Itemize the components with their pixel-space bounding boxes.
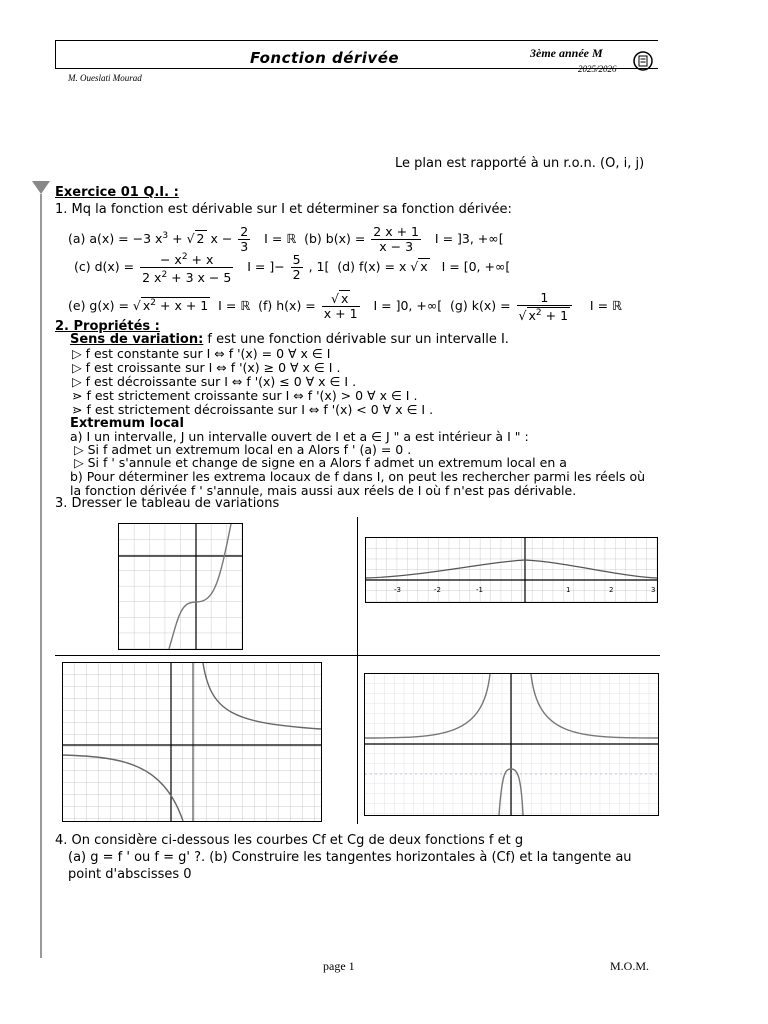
prop-croissante: ▷ f est croissante sur I ⇔ f '(x) ≥ 0 ∀ x ∈ I . <box>72 360 341 375</box>
extremum-title: Extremum local <box>70 416 184 431</box>
prop-strict-decroissante: ⋗ f est strictement décroissante sur I ⇔ f '(x) < 0 ∀ x ∈ I . <box>72 402 434 417</box>
graph-divider-horizontal <box>55 655 660 656</box>
question-4-line-3: point d'abscisses 0 <box>68 867 192 882</box>
prop-constante: ▷ f est constante sur I ⇔ f '(x) = 0 ∀ x ∈ I <box>72 346 331 361</box>
question-1: 1. Mq la fonction est dérivable sur I et déterminer sa fonction dérivée: <box>55 202 512 217</box>
extremum-b1: b) Pour déterminer les extrema locaux de f dans I, on peut les rechercher parmi les réels où <box>70 469 646 484</box>
svg-text:-3: -3 <box>394 586 401 594</box>
formula-row-3: (e) g(x) = √ $x^2 + x + 1$ I = ℝ (f) h(x) = $\frac{√ x}{x + 1}$ I = ]0, +∞[ (g) k(x) = $\frac{1}{√ x^2 + 1}$ I = ℝ <box>68 289 622 323</box>
exercise-title: Exercice 01 Q.I. : <box>55 185 179 200</box>
question-4-line-1: 4. On considère ci-dessous les courbes Cf et Cg de deux fonctions f et g <box>55 833 524 848</box>
extremum-1: ▷ Si f admet un extremum local en a Alors f ' (a) = 0 . <box>74 442 412 457</box>
margin-rule <box>40 194 42 958</box>
prop-strict-croissante: ⋗ f est strictement croissante sur I ⇔ f '(x) > 0 ∀ x ∈ I . <box>72 388 418 403</box>
graph-bell <box>365 537 658 603</box>
page-number: page 1 <box>323 959 355 973</box>
svg-text:-1: -1 <box>476 586 483 594</box>
extremum-2: ▷ Si f ' s'annule et change de signe en a Alors f admet un extremum local en a <box>74 455 567 470</box>
formula-row-2: (c) d(x) = $\frac{- x^2 + x}{2 x^2 + 3 x - 5}$ I = ]− $\frac{5}{2}$ , 1[ (d) f(x) = x √ x I = [0, +∞[ <box>74 252 511 286</box>
svg-text:2: 2 <box>609 586 614 594</box>
graph-hyperbola <box>62 662 322 822</box>
sens-variation <box>70 333 509 347</box>
author-name: M. Oueslati Mourad <box>68 73 142 83</box>
document-icon <box>632 50 654 75</box>
graph-divider-vertical <box>357 517 358 824</box>
question-4-line-2: (a) g = f ' ou f = g' ?. (b) Construire les tangentes horizontales à (Cf) et la tangente au <box>68 850 632 865</box>
school-year: 2025/2026 <box>578 64 617 74</box>
intro-text: Le plan est rapporté à un r.o.n. (O, i, j) <box>395 156 645 171</box>
formula-row-1: (a) a(x) = −3 $x^3$ + √ 2 x − $\frac{2}{3}$ I = ℝ (b) b(x) = $\frac{2 x + 1}{x - 3}$ I = ]3, +∞[ <box>68 224 504 255</box>
header-top-rule <box>55 40 658 41</box>
extremum-a: a) I un intervalle, J un intervalle ouvert de I et a ∈ J " a est intérieur à I " : <box>70 429 529 444</box>
page-title: Fonction dérivée <box>250 49 400 67</box>
question-2-title: 2. Propriétés : <box>55 319 160 334</box>
svg-text:-2: -2 <box>434 586 441 594</box>
header-bottom-rule <box>55 68 658 69</box>
footer-initials: M.O.M. <box>610 959 650 973</box>
class-level: 3ème année M <box>530 46 603 60</box>
graph-asymptotes <box>364 673 659 816</box>
sens-title: Sens de variation: <box>70 332 204 347</box>
prop-decroissante: ▷ f est décroissante sur I ⇔ f '(x) ≤ 0 ∀ x ∈ I . <box>72 374 357 389</box>
svg-text:1: 1 <box>566 586 571 594</box>
graph-cubic <box>118 523 243 650</box>
question-3: 3. Dresser le tableau de variations <box>55 496 280 511</box>
extremum-b2: la fonction dérivée f ' s'annule, mais aussi aux réels de I où f n'est pas dérivable. <box>70 483 577 498</box>
svg-text:3: 3 <box>651 586 656 594</box>
header-left-bar <box>55 40 56 68</box>
sens-text: f est une fonction dérivable sur un intervalle I. <box>203 332 509 347</box>
